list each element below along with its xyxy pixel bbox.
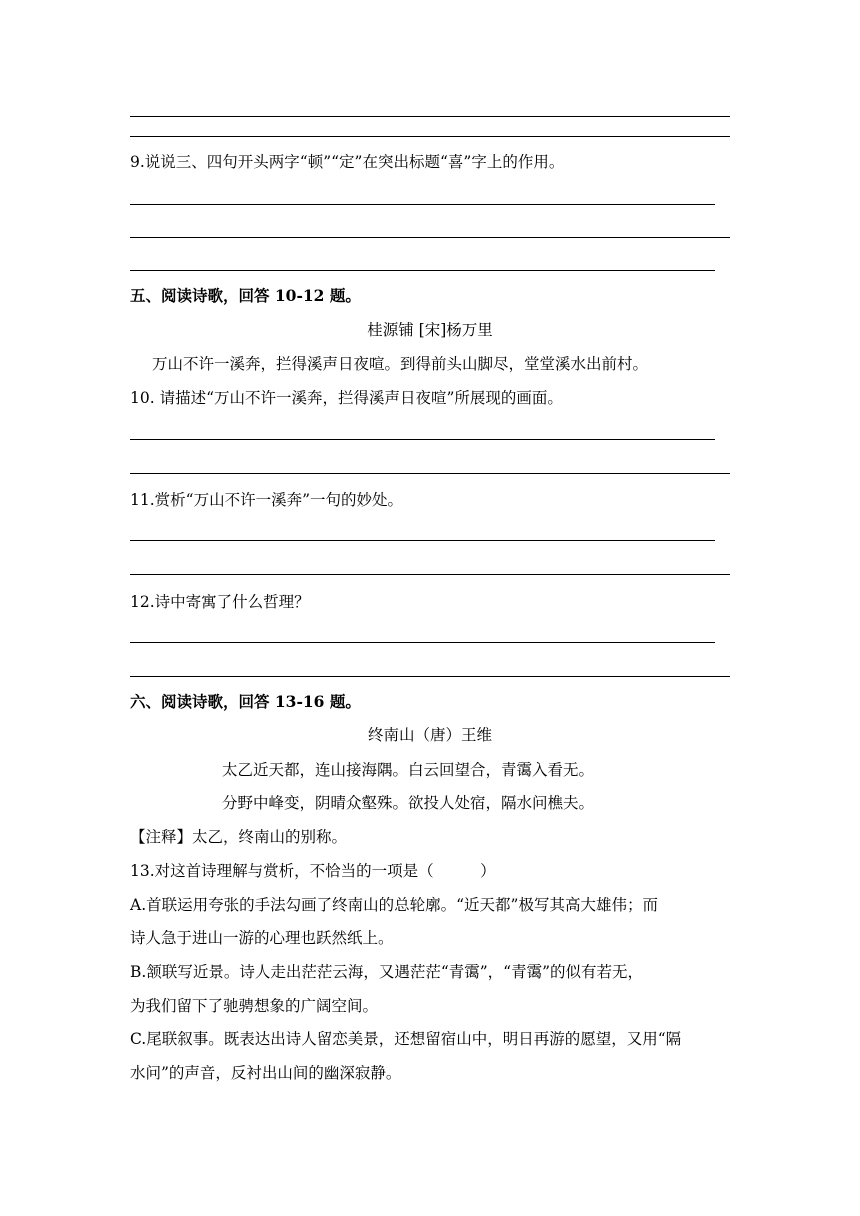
question-9: 9.说说三、四句开头两字“顿”“定”在突出标题“喜”字上的作用。 — [130, 153, 565, 171]
answer-line — [130, 204, 715, 205]
poem-title-zhongnanshan: 终南山（唐）王维 — [367, 726, 492, 744]
option-b-line-1: B.颔联写近景。诗人走出茫茫云海，又遇茫茫“青霭”，“青霭”的似有若无， — [130, 963, 644, 981]
question-11: 11.赏析“万山不许一溪奔”一句的妙处。 — [130, 491, 403, 509]
poem-line-guiyuanpu: 万山不许一溪奔，拦得溪声日夜喧。到得前头山脚尽，堂堂溪水出前村。 — [152, 355, 649, 373]
option-a-line-1: A.首联运用夸张的手法勾画了终南山的总轮廓。“近天都”极写其高大雄伟；而 — [130, 896, 658, 914]
section-5-heading: 五、阅读诗歌，回答 10-12 题。 — [130, 286, 361, 305]
answer-line — [130, 574, 730, 575]
option-c-line-1: C.尾联叙事。既表达出诗人留恋美景，还想留宿山中，明日再游的愿望，又用“隔 — [130, 1030, 682, 1048]
option-a-line-2: 诗人急于进山一游的心理也跃然纸上。 — [130, 929, 394, 947]
poem-line-zhongnanshan-2: 分野中峰变，阴晴众壑殊。欲投人处宿，隔水问樵夫。 — [222, 794, 595, 812]
answer-line — [130, 473, 730, 474]
answer-line — [130, 136, 730, 137]
question-13: 13.对这首诗理解与赏析，不恰当的一项是（ ） — [130, 862, 496, 880]
answer-line — [130, 540, 715, 541]
option-b-line-2: 为我们留下了驰骋想象的广阔空间。 — [130, 997, 379, 1015]
answer-line — [130, 237, 730, 238]
answer-line — [130, 116, 730, 117]
question-12: 12.诗中寄寓了什么哲理？ — [130, 593, 310, 611]
option-c-line-2: 水问”的声音，反衬出山间的幽深寂静。 — [130, 1064, 402, 1082]
answer-line — [130, 676, 730, 677]
annotation-note: 【注释】太乙，终南山的别称。 — [130, 828, 348, 846]
poem-title-guiyuanpu: 桂源铺 [宋]杨万里 — [367, 321, 493, 339]
section-6-heading: 六、阅读诗歌，回答 13-16 题。 — [130, 692, 361, 711]
question-10: 10. 请描述“万山不许一溪奔，拦得溪声日夜喧”所展现的画面。 — [130, 389, 563, 407]
answer-line — [130, 439, 715, 440]
poem-line-zhongnanshan-1: 太乙近天都，连山接海隅。白云回望合，青霭入看无。 — [222, 761, 595, 779]
answer-line — [130, 270, 715, 271]
answer-line — [130, 642, 715, 643]
